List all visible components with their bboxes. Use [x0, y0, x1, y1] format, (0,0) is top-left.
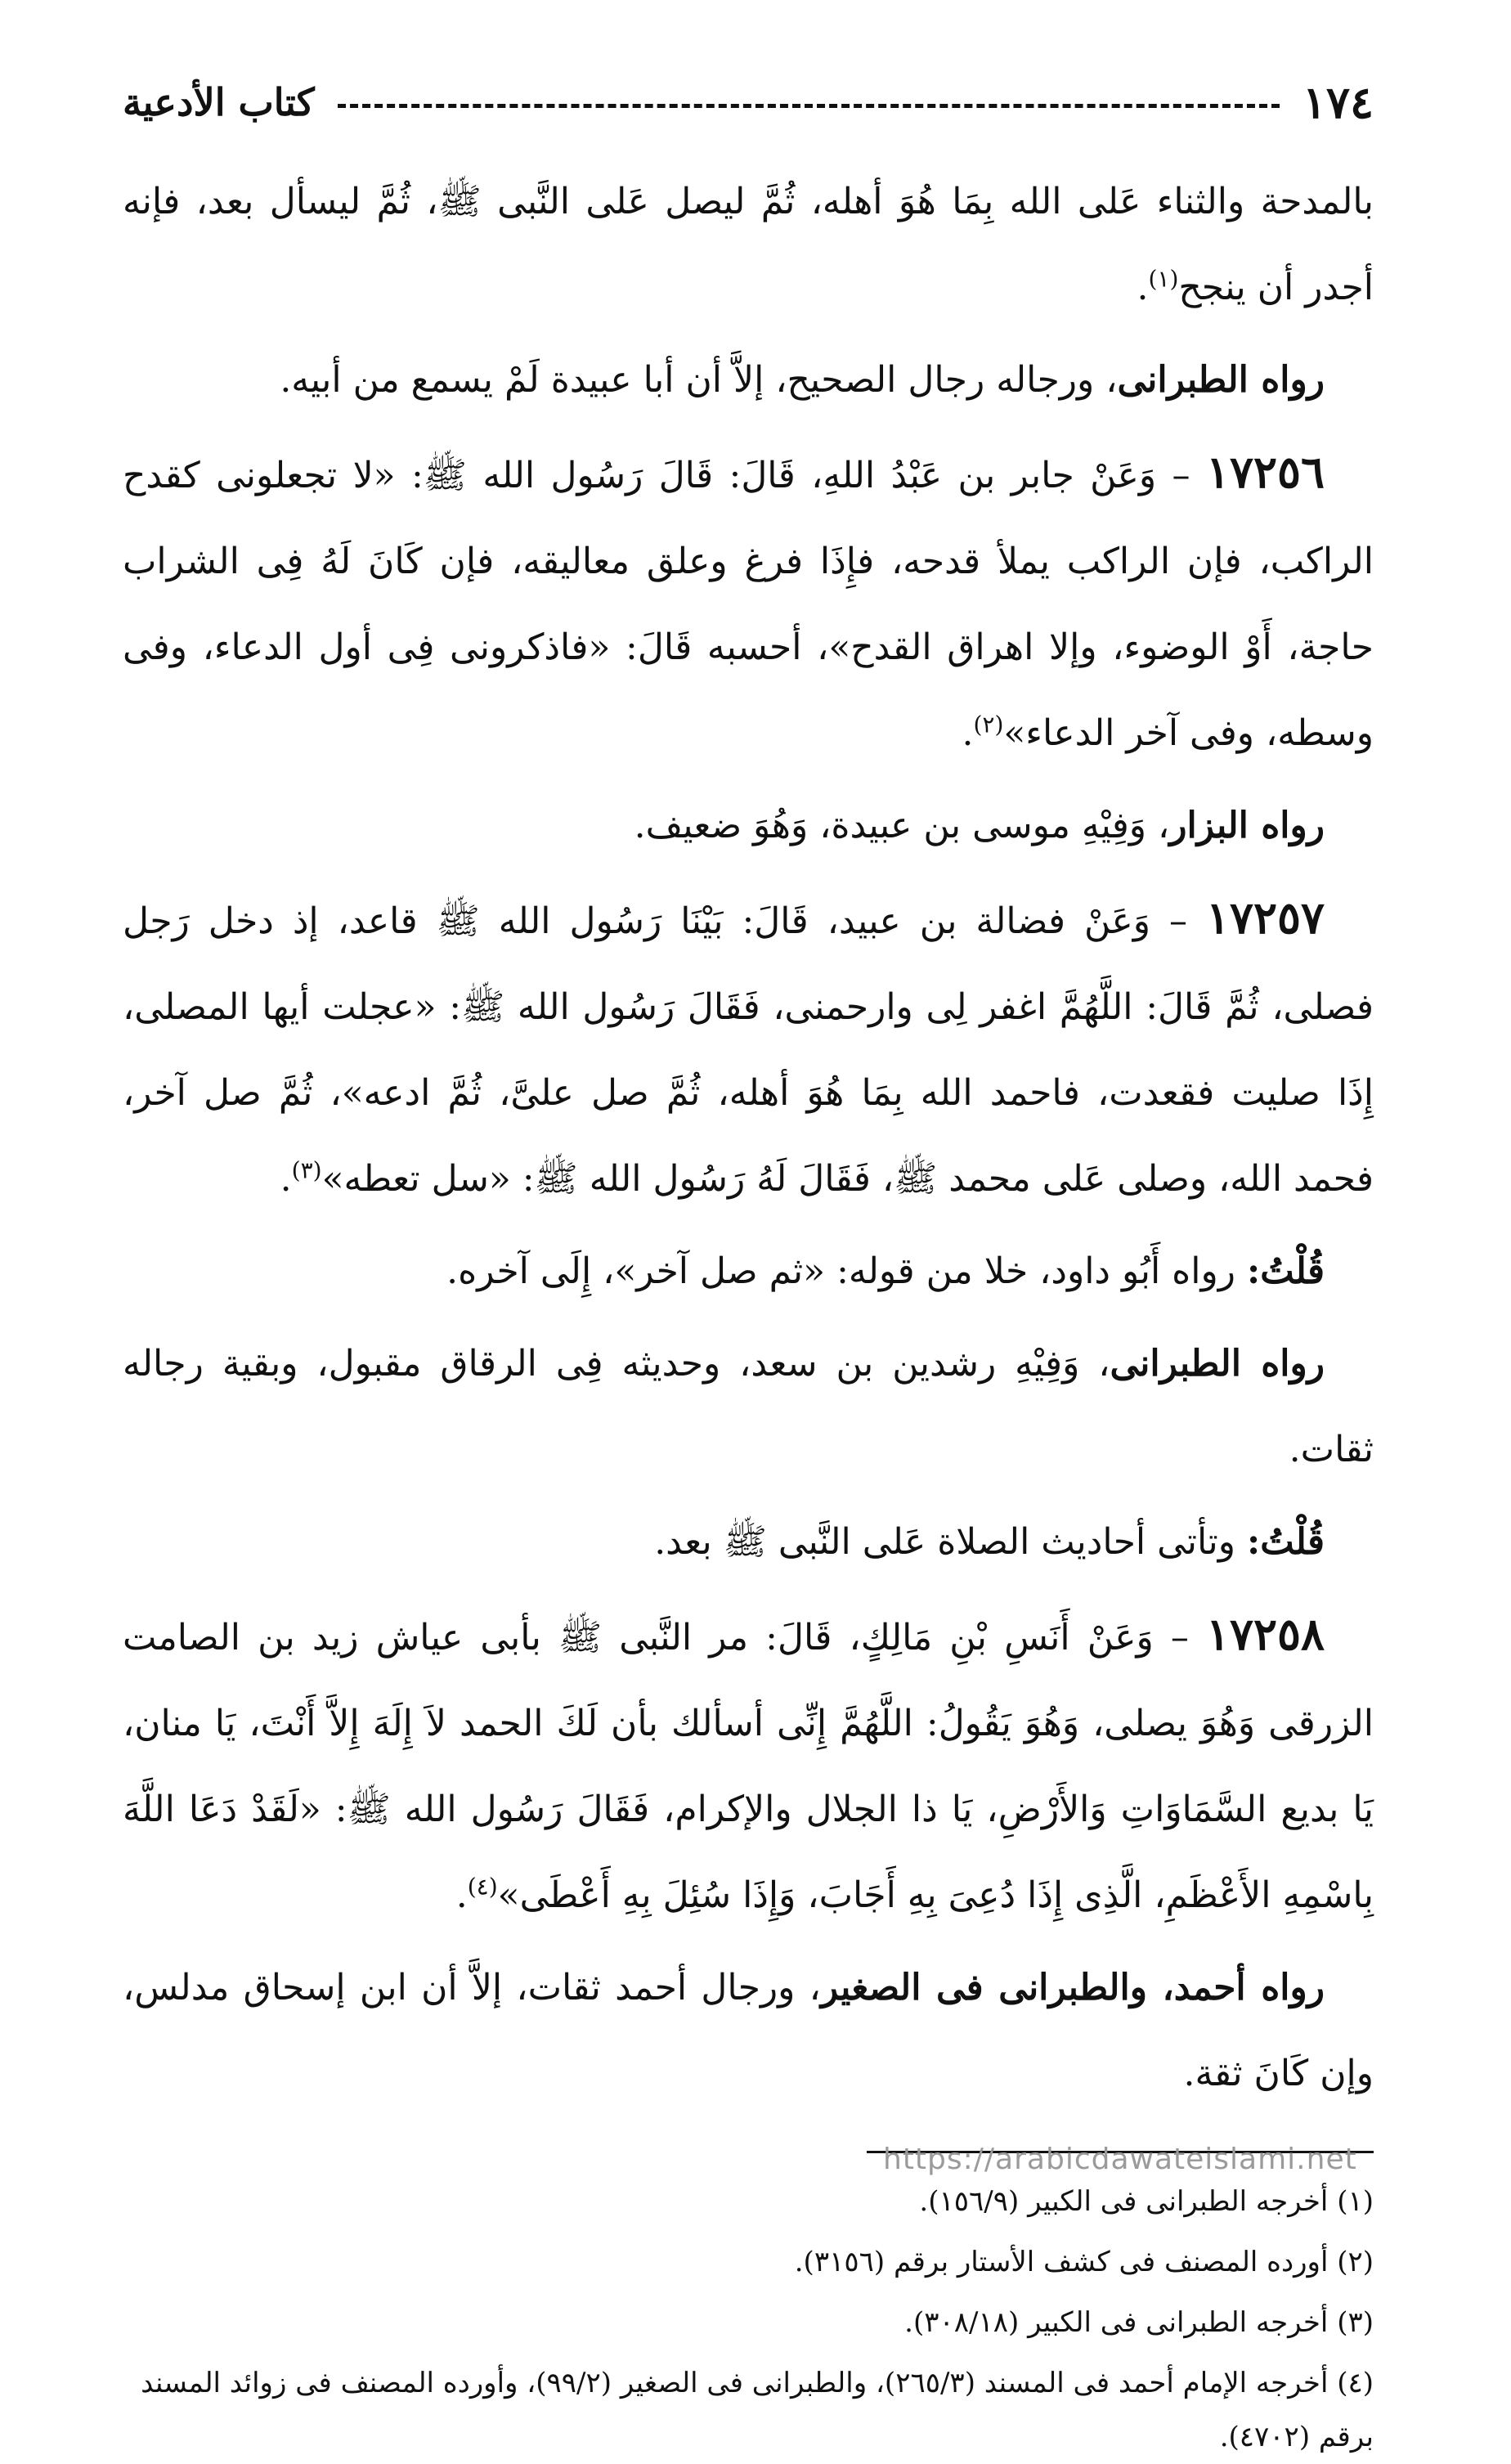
paragraph-text: ، ورجاله رجال الصحيح، إلاَّ أن أبا عبيدة لَمْ يسمع من أبيه. — [280, 359, 1118, 401]
qultu-label: قُلْتُ: — [1246, 1521, 1325, 1563]
paragraph-text: ، وَفِيْهِ رشدين بن سعد، وحديثه فِى الرقاق مقبول، وبقية رجاله ثقات. — [123, 1343, 1374, 1470]
paragraph-text: ، ورجال أحمد ثقات، إلاَّ أن ابن إسحاق مدلس، وإن كَانَ ثقة. — [123, 1967, 1374, 2094]
paragraph-end: . — [962, 712, 974, 754]
qultu-paragraph — [123, 1499, 1374, 1585]
paragraph-text: ، وَفِيْهِ موسى بن عبيدة، وَهُوَ ضعيف. — [634, 805, 1170, 846]
footnote-3: (٣) أخرجه الطبرانى فى الكبير (٣٠٨/١٨). — [904, 2306, 1374, 2339]
hadith-17256 — [123, 429, 1374, 776]
paragraph-text: رواه أَبُو داود، خلا من قوله: «ثم صل آخر»، إِلَى آخره. — [446, 1250, 1247, 1292]
paragraph-text: وتأتى أحاديث الصلاة عَلى النَّبى ﷺ بعد. — [654, 1521, 1247, 1563]
takhrij-paragraph — [123, 783, 1374, 868]
footnotes — [123, 2175, 1374, 2464]
hadith-number: ١٧٢٥٧ — [1205, 891, 1325, 944]
hadith-text: – وَعَنْ فضالة بن عبيد، قَالَ: بَيْنَا رَسُول الله ﷺ قاعد، إذ دخل رَجل فصلى، ثُمَّ قَالَ: اللَّهُمَّ اغفر لِى وارحمنى، فَقَالَ رَسُول الله ﷺ: «عجلت أيها المصلى، إِذَا صليت فقعدت، فاحمد الله بِمَا هُوَ أهله، ثُمَّ صل علىَّ، ثُمَّ ادعه»، ثُمَّ صل آخر، فحمد الله، وصلى عَلى محمد ﷺ، فَقَالَ لَهُ رَسُول الله ﷺ: «سل تعطه» — [123, 900, 1374, 1200]
footnote-2: (٢) أورده المصنف فى كشف الأستار برقم (٣١٥٦). — [794, 2246, 1374, 2278]
footnote-marker: (٤) — [467, 1873, 498, 1901]
source-label: رواه أحمد، والطبرانى فى الصغير — [820, 1967, 1325, 2008]
paragraph-text: بالمدحة والثناء عَلى الله بِمَا هُوَ أهله، ثُمَّ ليصل عَلى النَّبى ﷺ، ثُمَّ ليسأل بعد، فإنه أجدر أن ينجح — [123, 181, 1374, 308]
paragraph-end: . — [280, 1158, 292, 1200]
paragraph-end: . — [455, 1874, 468, 1916]
hadith-text: – وَعَنْ جابر بن عَبْدُ اللهِ، قَالَ: قَالَ رَسُول الله ﷺ: «لا تجعلونى كقدح الراكب، فإن الراكب يملأ قدحه، فإِذَا فرغ وعلق معاليقه، فإن كَانَ لَهُ فِى الشراب حاجة، أَوْ الوضوء، وإلا اهراق القدح»، أحسبه قَالَ: «فاذكرونى فِى أول الدعاء، وفى وسطه، وفى آخر الدعاء» — [123, 455, 1374, 754]
footnote-1: (١) أخرجه الطبرانى فى الكبير (١٥٦/٩). — [919, 2185, 1374, 2218]
footnote-marker: (١) — [1148, 265, 1179, 293]
footnote-marker: (٣) — [291, 1156, 322, 1184]
hadith-number: ١٧٢٥٨ — [1205, 1608, 1325, 1660]
paragraph-continuation — [123, 159, 1374, 330]
qultu-label: قُلْتُ: — [1246, 1250, 1325, 1292]
qultu-paragraph — [123, 1228, 1374, 1314]
takhrij-paragraph — [123, 1321, 1374, 1492]
footnote-4: (٤) أخرجه الإمام أحمد فى المسند (٢٦٥/٣)، والطبرانى فى الصغير (٩٩/٢)، وأورده المصنف فى زوائد المسند برقم (٤٧٠٢). — [141, 2367, 1374, 2453]
hadith-17258 — [123, 1591, 1374, 1938]
running-header — [123, 74, 1374, 131]
source-label: رواه البزار — [1169, 805, 1325, 846]
footnote-marker: (٢) — [973, 711, 1004, 738]
book-page — [123, 74, 1374, 2453]
hadith-number: ١٧٢٥٦ — [1205, 446, 1325, 498]
header-dash-rule — [338, 104, 1280, 108]
takhrij-paragraph — [123, 337, 1374, 423]
source-label: رواه الطبرانى — [1117, 359, 1325, 401]
paragraph-end: . — [1137, 267, 1149, 308]
hadith-text: – وَعَنْ أَنَسِ بْنِ مَالِكٍ، قَالَ: مر النَّبى ﷺ بأبى عياش زيد بن الصامت الزرقى وَهُوَ يصلى، وَهُوَ يَقُولُ: اللَّهُمَّ إِنِّى أسألك بأن لَكَ الحمد لاَ إِلَهَ إِلاَّ أَنْتَ، يَا منان، يَا بديع السَّمَاوَاتِ وَالأَرْضِ، يَا ذا الجلال والإكرام، فَقَالَ رَسُول الله ﷺ: «لَقَدْ دَعَا اللَّهَ بِاسْمِهِ الأَعْظَمِ، الَّذِى إِذَا دُعِىَ بِهِ أَجَابَ، وَإِذَا سُئِلَ بِهِ أَعْطَى» — [123, 1617, 1374, 1916]
source-label: رواه الطبرانى — [1110, 1343, 1325, 1385]
takhrij-paragraph — [123, 1945, 1374, 2116]
page-body — [123, 159, 1374, 2116]
watermark-url: https://arabicdawateislami.net — [883, 2143, 1357, 2176]
page-number: ١٧٤ — [1302, 76, 1374, 128]
hadith-17257 — [123, 875, 1374, 1222]
book-title: كتاب الأدعية — [123, 80, 315, 124]
